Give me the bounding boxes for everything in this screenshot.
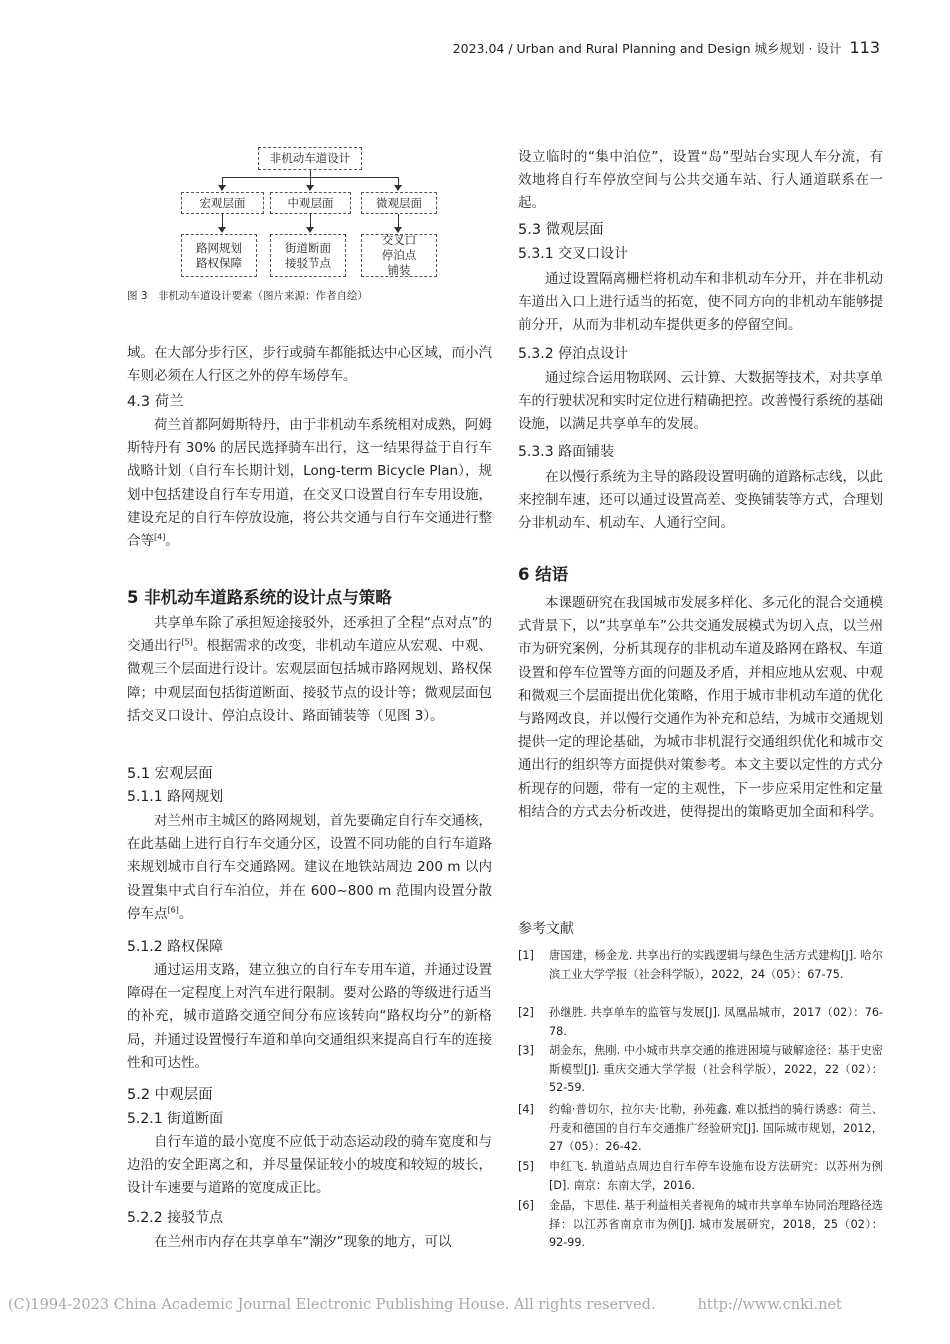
diagram-connector [310, 177, 311, 185]
diagram-connector [398, 214, 399, 227]
running-header [453, 38, 880, 57]
journal-info: 2023.04 / Urban and Rural Planning and Design 城乡规划 · 设计 [452, 41, 842, 56]
left-para-street-section: 自行车道的最小宽度不应低于动态运动段的骑车宽度和与边沿的安全距离之和，并尽量保证较小的坡度和较短的坡长，设计车速要与道路的宽度成正比。 [127, 1134, 492, 1197]
left-para-connection-nodes: 在兰州市内存在共享单车“潮汐”现象的地方，可以 [154, 1234, 452, 1250]
heading-5-1-1: 5.1.1 路网规划 [127, 789, 224, 805]
left-para-section-5: 共享单车除了承担短途接驳外，还承担了全程“点对点”的交通出行[5]。根据需求的改变，非机动车道应从宏观、中观、微观三个层面进行设计。宏观层面包括城市路网规划、路权保障；中观层面包括街道断面、接驳节点的设计等；微观层面包括交叉口设计、停泊点设计、路面铺装等（见图 3）。 [127, 615, 493, 724]
copyright-text: (C)1994-2023 China Academic Journal Electronic Publishing House. All rights reserved. [8, 1297, 656, 1313]
diagram-connector [398, 177, 399, 185]
diagram-leaf-macro: 路网规划 路权保障 [181, 234, 257, 277]
right-para-intersection: 通过设置隔离栅栏将机动车和非机动车分开，并在非机动车道出入口上进行适当的拓宽，使不同方向的非机动车能够提前分开，从而为非机动车提供更多的停留空间。 [518, 271, 883, 334]
diagram-leaf-meso: 街道断面 接驳节点 [270, 234, 346, 277]
page-number: 113 [849, 38, 880, 57]
arrow-down-icon [394, 185, 402, 191]
diagram-level-micro: 微观层面 [361, 192, 437, 214]
heading-5-3-3: 5.3.3 路面铺装 [518, 444, 615, 460]
heading-5-3: 5.3 微观层面 [518, 222, 604, 238]
arrow-down-icon [306, 227, 314, 233]
left-para-netherlands: 荷兰首都阿姆斯特丹，由于非机动车系统相对成熟，阿姆斯特丹有 30% 的居民选择骑车出行，这一结果得益于自行车战略计划（自行车长期计划，Long-term Bicycle Plan），规划中包括建设自行车专用道，在交叉口设置自行车专用设施，建设充足的自行车停放设施，将公共交通与自行车交通进行整合等[4]。 [127, 417, 492, 550]
reference-item: [3] 胡金东，焦刚. 中小城市共享交通的推进困境与破解途径：基于史密斯模型[J]. 重庆交通大学学报（社会科学版），2022，22（02）：52-59. [518, 1044, 883, 1094]
diagram-leaf-micro: 交叉口 停泊点 铺装 [361, 234, 437, 277]
heading-5-2: 5.2 中观层面 [127, 1087, 213, 1103]
arrow-down-icon [306, 185, 314, 191]
left-para-right-of-way: 通过运用支路，建立独立的自行车专用车道，并通过设置障碍在一定程度上对汽车进行限制。要对公路的等级进行适当的补充，城市道路交通空间分布应该转向“路权均分”的新格局，并通过设置慢行车道和单向交通组织来提高自行车的连接性和可达性。 [127, 962, 492, 1071]
heading-4-3: 4.3 荷兰 [127, 394, 184, 410]
diagram-root-box [258, 147, 362, 170]
diagram-connector [310, 214, 311, 227]
heading-5-2-1: 5.2.1 街道断面 [127, 1111, 224, 1127]
left-para-continuation: 域。在大部分步行区，步行或骑车都能抵达中心区域，而小汽车则必须在人行区之外的停车场停车。 [127, 345, 492, 385]
copyright-footer [8, 1297, 842, 1313]
arrow-down-icon [218, 185, 226, 191]
reference-item: [5] 申红飞. 轨道站点周边自行车停车设施布设方法研究：以苏州为例[D]. 南京：东南大学，2016. [518, 1160, 883, 1192]
diagram-level-meso: 中观层面 [270, 192, 351, 214]
right-para-continuation: 设立临时的“集中泊位”，设置“岛”型站台实现人车分流，有效地将自行车停放空间与公共交通车站、行人通道联系在一起。 [518, 149, 883, 212]
right-para-parking: 通过综合运用物联网、云计算、大数据等技术，对共享单车的行驶状况和实时定位进行精确把控。改善慢行系统的基础设施，以满足共享单车的发展。 [518, 370, 883, 433]
heading-section-5: 5 非机动车道路系统的设计点与策略 [127, 588, 392, 607]
heading-5-3-1: 5.3.1 交叉口设计 [518, 246, 629, 262]
reference-item: [1] 唐国建，杨金龙. 共享出行的实践逻辑与绿色生活方式建构[J]. 哈尔滨工业大学学报（社会科学版），2022，24（05）：67-75. [518, 949, 883, 981]
right-para-paving: 在以慢行系统为主导的路段设置明确的道路标志线，以此来控制车速，还可以通过设置高差、变换铺装等方式，合理划分非机动车、机动车、人通行空间。 [518, 469, 883, 532]
heading-section-6: 6 结语 [518, 565, 569, 584]
diagram-root-label: 非机动车道设计 [269, 151, 351, 165]
heading-5-2-2: 5.2.2 接驳节点 [127, 1210, 224, 1226]
references-title: 参考文献 [518, 921, 574, 937]
left-para-road-network: 对兰州市主城区的路网规划，首先要确定自行车交通核，在此基础上进行自行车交通分区，设置不同功能的自行车道路来规划城市自行车交通路网。建议在地铁站周边 200 m 以内设置集中式自行车泊位，并在 600~800 m 范围内设置分散停车点[6]。 [127, 813, 492, 922]
arrow-down-icon [218, 227, 226, 233]
reference-item: [6] 金晶，卞思佳. 基于利益相关者视角的城市共享单车协同治理路径选择：以江苏省南京市为例[J]. 城市发展研究，2018，25（02）：92-99. [518, 1199, 883, 1249]
figure-caption: 图 3 非机动车道设计要素（图片来源：作者自绘） [127, 290, 369, 302]
reference-item: [4] 约翰·普切尔，拉尔夫·比勒，孙苑鑫. 难以抵挡的骑行诱惑：荷兰、丹麦和德国的自行车交通推广经验研究[J]. 国际城市规划，2012，27（05）：26-42. [518, 1103, 883, 1153]
right-para-conclusion: 本课题研究在我国城市发展多样化、多元化的混合交通模式背景下，以“共享单车”公共交通发展模式为切入点，以兰州市为研究案例，分析其现存的非机动车道及路网在路权、车道设置和停车位置等方面的问题及矛盾，并相应地从宏观、中观和微观三个层面提出优化策略，作用于城市非机动车道的优化与路网改良，并以慢行交通作为补充和总结，为城市交通规划提供一定的理论基础，为城市非机混行交通组织优化和城市交通出行的组织等方面提供对策参考。本文主要以定性的方式分析现存的问题，带有一定的主观性，下一步应采用定性和定量相结合的方式去分析改进，使得提出的策略更加全面和科学。 [518, 595, 883, 820]
heading-5-3-2: 5.3.2 停泊点设计 [518, 346, 629, 362]
heading-5-1: 5.1 宏观层面 [127, 766, 213, 782]
diagram-connector [222, 214, 223, 227]
diagram-connector [222, 177, 223, 185]
reference-item: [2] 孙继胜. 共享单车的监管与发展[J]. 凤凰品城市，2017（02）：76-78. [518, 1006, 883, 1038]
cnki-link[interactable]: http://www.cnki.net [697, 1297, 842, 1313]
diagram-level-macro: 宏观层面 [181, 192, 264, 214]
heading-5-1-2: 5.1.2 路权保障 [127, 939, 224, 955]
